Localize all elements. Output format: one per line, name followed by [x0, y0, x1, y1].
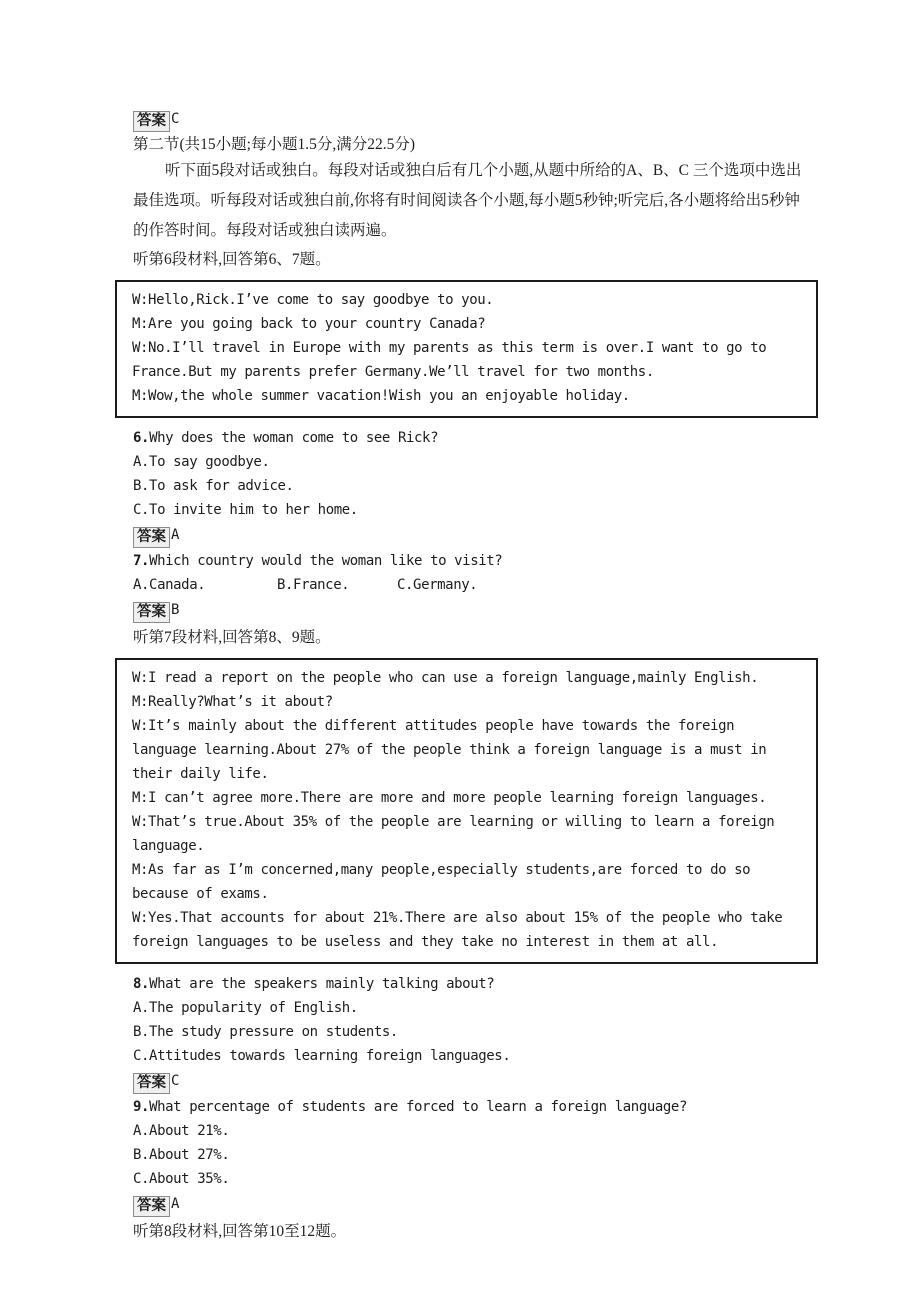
material-8-intro: 听第8段材料,回答第10至12题。 — [133, 1223, 347, 1240]
question-6 — [133, 426, 808, 549]
question-stem: Why does the woman come to see Rick? — [149, 430, 439, 446]
dialogue-line: M:As far as I’m concerned,many people,especially students,are forced to do so because of exams. — [132, 862, 751, 902]
option-c: C.Attitudes towards learning foreign languages. — [133, 1048, 511, 1064]
answer-value: A — [171, 527, 180, 543]
option-b: B.To ask for advice. — [133, 478, 294, 494]
answer-label: 答案 — [133, 1073, 170, 1094]
dialogue-line: W:Hello,Rick.I’ve come to say goodbye to you. — [132, 292, 494, 308]
answer-line-q7 — [133, 597, 808, 624]
option-a: A.To say goodbye. — [133, 454, 270, 470]
question-7 — [133, 549, 808, 624]
question-text — [133, 549, 808, 573]
question-stem: What percentage of students are forced to learn a foreign language? — [149, 1099, 687, 1115]
question-8 — [133, 972, 808, 1095]
answer-label: 答案 — [133, 1196, 170, 1217]
question-text — [133, 972, 808, 996]
answer-label: 答案 — [133, 111, 170, 132]
dialogue-line: W:Yes.That accounts for about 21%.There are also about 15% of the people who take foreign languages to be useless and they take no interest in them at all. — [132, 910, 783, 950]
material-6-intro: 听第6段材料,回答第6、7题。 — [133, 251, 331, 268]
question-number: 8. — [133, 976, 150, 992]
option-c: C.Germany. — [397, 577, 478, 593]
option-c: C.About 35%. — [133, 1171, 230, 1187]
answer-value: C — [171, 1073, 180, 1089]
option-a: A.About 21%. — [133, 1123, 230, 1139]
material-7-intro: 听第7段材料,回答第8、9题。 — [133, 629, 331, 646]
answer-line-top — [133, 106, 808, 133]
question-number: 9. — [133, 1099, 150, 1115]
question-stem: Which country would the woman like to visit? — [149, 553, 503, 569]
question-number: 6. — [133, 430, 150, 446]
answer-line-q6 — [133, 522, 808, 549]
option-b: B.About 27%. — [133, 1147, 230, 1163]
dialogue-line: W:It’s mainly about the different attitudes people have towards the foreign language learning.About 27% of the people think a foreign language is a must in their daily life. — [132, 718, 767, 782]
answer-line-q8 — [133, 1068, 808, 1095]
dialogue-box-material-7 — [115, 658, 818, 964]
answer-value: B — [171, 602, 180, 618]
option-b: B.France. — [277, 577, 350, 593]
dialogue-line: M:Wow,the whole summer vacation!Wish you an enjoyable holiday. — [132, 388, 630, 404]
answer-label: 答案 — [133, 527, 170, 548]
option-a: A.The popularity of English. — [133, 1000, 358, 1016]
dialogue-line: M:Really?What’s it about? — [132, 694, 333, 710]
dialogue-line: W:That’s true.About 35% of the people are learning or willing to learn a foreign language. — [132, 814, 775, 854]
options-row — [133, 573, 808, 597]
answer-value: C — [171, 111, 180, 127]
option-b: B.The study pressure on students. — [133, 1024, 398, 1040]
dialogue-line: M:Are you going back to your country Canada? — [132, 316, 486, 332]
dialogue-box-material-6 — [115, 280, 818, 418]
option-c: C.To invite him to her home. — [133, 502, 358, 518]
dialogue-line: W:No.I’ll travel in Europe with my parents as this term is over.I want to go to France.But my parents prefer Germany.We’ll travel for two months. — [132, 340, 767, 380]
section-instructions: 听下面5段对话或独白。每段对话或独白后有几个小题,从题中所给的A、B、C 三个选项中选出最佳选项。听每段对话或独白前,你将有时间阅读各个小题,每小题5秒钟;听完后,各小题将给出5秒钟的作答时间。每段对话或独白读两遍。 — [133, 162, 802, 239]
dialogue-line: W:I read a report on the people who can use a foreign language,mainly English. — [132, 670, 759, 686]
answer-label: 答案 — [133, 602, 170, 623]
question-text — [133, 1095, 808, 1119]
question-text — [133, 426, 808, 450]
option-a: A.Canada. — [133, 577, 206, 593]
section-heading: 第二节(共15小题;每小题1.5分,满分22.5分) — [133, 136, 416, 153]
answer-line-q9 — [133, 1191, 808, 1218]
question-stem: What are the speakers mainly talking about? — [149, 976, 495, 992]
dialogue-line: M:I can’t agree more.There are more and more people learning foreign languages. — [132, 790, 767, 806]
question-9 — [133, 1095, 808, 1218]
question-number: 7. — [133, 553, 150, 569]
answer-value: A — [171, 1196, 180, 1212]
